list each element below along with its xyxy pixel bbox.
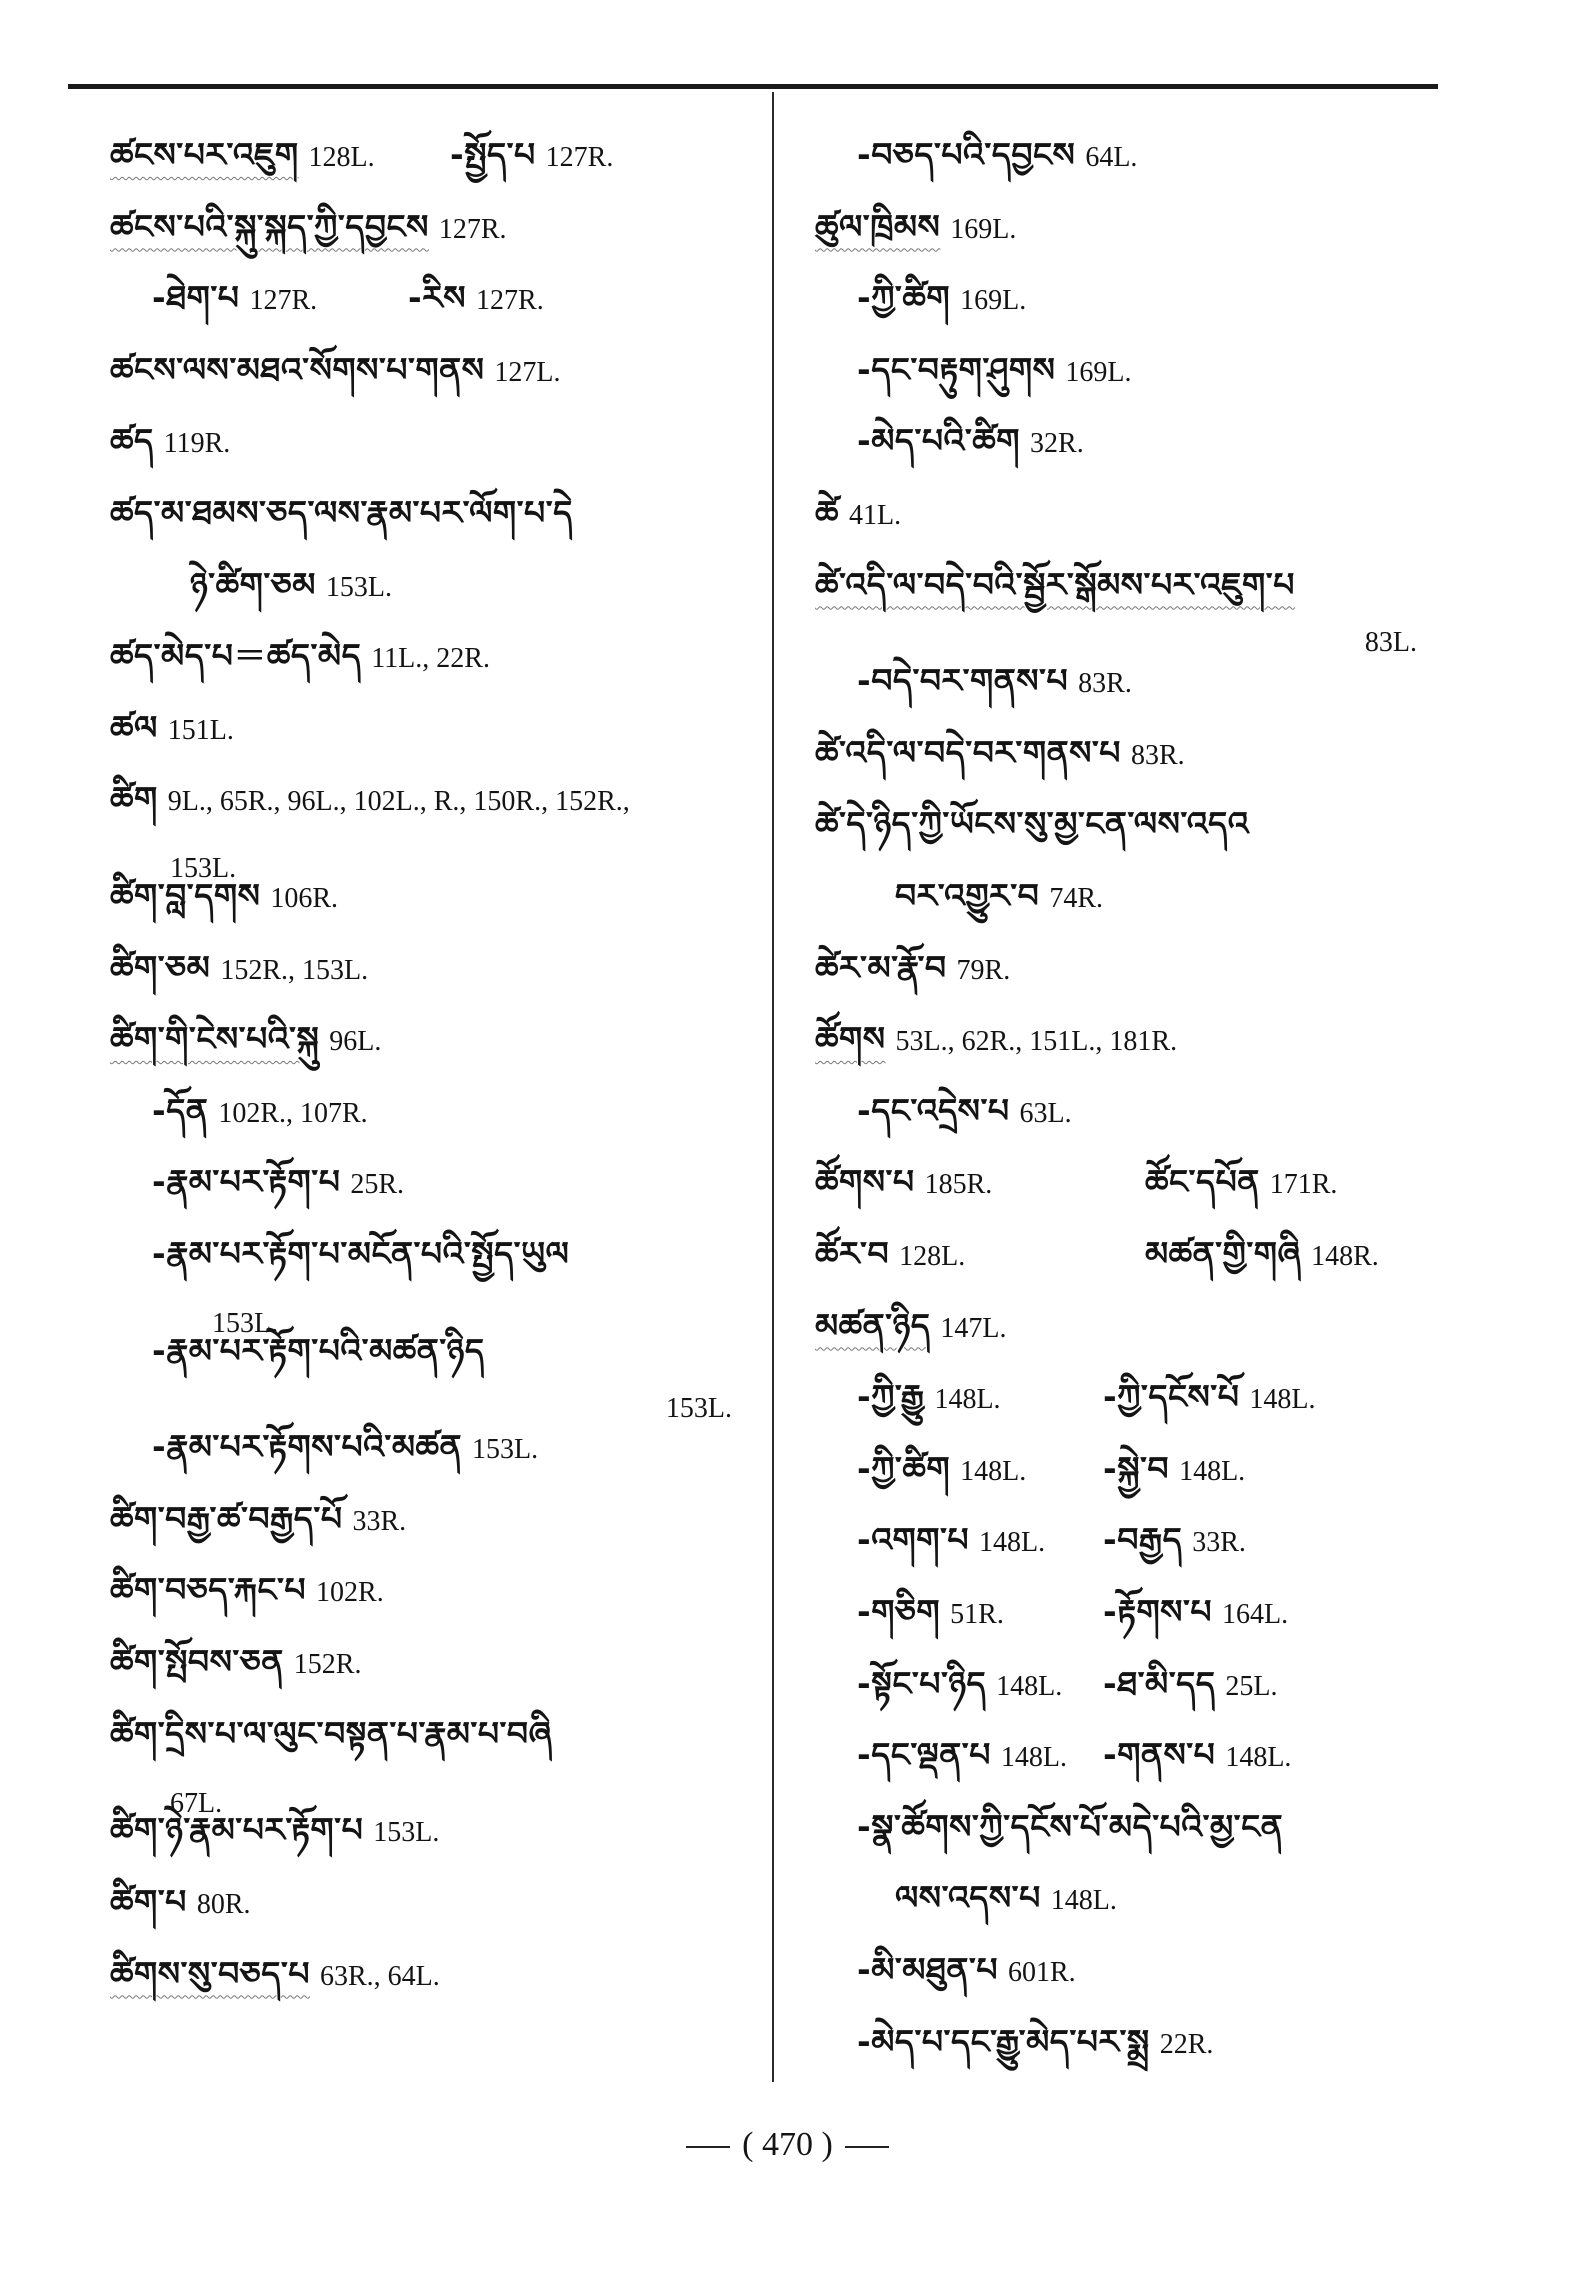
footer-open-paren: (: [742, 2126, 754, 2163]
entry-term: -ཀྱི་རྒྱུ: [857, 1377, 925, 1417]
page-reference: 601R.: [1007, 1956, 1076, 1988]
index-entry: [110, 190, 750, 262]
page-reference: 9L., 65R., 96L., 102L., R., 150R., 152R.,: [167, 786, 630, 818]
page-reference: 22R.: [1159, 2028, 1214, 2060]
index-entry: [815, 1289, 1435, 1361]
entry-term: ཚིག་བརྒྱ་ཚ་བརྒྱད་པོ: [110, 1498, 343, 1538]
index-entry: [110, 1553, 750, 1625]
page-reference: 127R.: [438, 213, 507, 245]
page-reference: 153L.: [472, 1434, 539, 1466]
page-reference: 148L.: [996, 1670, 1063, 1702]
page-reference: 51R.: [950, 1598, 1004, 1630]
entry-term: ལས་འདས་པ: [895, 1878, 1041, 1918]
left-column: [110, 118, 750, 2008]
page-number-footer: [0, 2126, 1575, 2164]
entry-term: ཚིག་གི་ངེས་པའི་སྐུ: [110, 1019, 320, 1059]
index-entry: [815, 787, 1435, 859]
page-reference-continued: 67L.: [170, 1787, 223, 1819]
index-entry: [815, 1933, 1435, 2005]
index-entry: [110, 548, 750, 620]
footer-dash-right: [845, 2146, 889, 2148]
page-reference: 106R.: [270, 883, 339, 914]
page-reference: 41L.: [849, 499, 902, 531]
entry-term: ཚིག་ཅམ: [110, 947, 211, 987]
index-entry: [110, 1793, 750, 1865]
index-entry: [110, 1074, 750, 1146]
entry-term: ཚད: [110, 421, 154, 461]
index-entry: [110, 1482, 750, 1554]
entry-term: ཚིག་བླ་དགས: [110, 876, 261, 915]
entry-term: ཚད་མེད་པ＝ཚད་མེད: [110, 636, 362, 676]
index-entry: [110, 1314, 750, 1424]
entry-term: ཚེ: [815, 492, 839, 532]
page-reference: 171R.: [1269, 1169, 1338, 1201]
page-reference: 148L.: [1050, 1885, 1117, 1917]
entry-term: -རྣམ་པར་རྟོག་པ་མངོན་པའི་སྤྱོད་ཡུལ: [152, 1233, 570, 1273]
page-reference: 32R.: [1030, 428, 1084, 460]
entry-term: ཚིག: [110, 779, 158, 819]
entry-term: -མེད་པ་དང་རྒྱུ་མེད་པར་སྨྲ: [857, 2021, 1150, 2061]
top-rule: [68, 84, 1438, 89]
entry-term: -རྣམ་པར་རྟོགས་པའི་མཚན: [152, 1427, 463, 1467]
page-reference-continued: 153L.: [212, 1307, 279, 1339]
page-reference: 169L.: [950, 213, 1017, 245]
entry-term: ཚིག་དྲིས་པ་ལ་ལུང་བསྟན་པ་རྣམ་པ་བཞི: [110, 1713, 553, 1753]
entry-term: ཚངས་པའི་སྐུ་སྐད་ཀྱི་དབྱངས: [110, 206, 429, 246]
index-entry: [110, 691, 750, 763]
entry-term: ཚོང་དཔོན: [1145, 1162, 1260, 1202]
page-reference: 148L.: [1179, 1455, 1246, 1487]
entry-term: -སྐྱེ་བ: [1103, 1448, 1170, 1488]
entry-term: ཚིག་བཅད་རྐང་པ: [110, 1570, 307, 1610]
page-reference: 128L.: [308, 142, 375, 173]
entry-term: -དང་འདྲེས་པ: [857, 1090, 1010, 1130]
entry-term: ཚིག་པ: [110, 1881, 187, 1921]
index-entry: [815, 1861, 1435, 1933]
entry-term: -རྣམ་པར་རྟོག་པ: [152, 1162, 341, 1202]
entry-term: ཚེར་མ་རྣོ་བ: [815, 947, 947, 987]
index-entry: [815, 1360, 1435, 1432]
page-reference: 25R.: [350, 1169, 405, 1201]
page-reference: 127L.: [494, 356, 561, 388]
index-entry: [110, 1002, 750, 1074]
entry-term: -བདེ་བར་གནས་པ: [857, 661, 1069, 701]
page-reference: 148L.: [960, 1455, 1027, 1487]
page-reference: 127R.: [545, 142, 614, 173]
index-entry: [110, 1625, 750, 1697]
index-entry: [815, 404, 1435, 476]
entry-term: -བཅད་པའི་དབྱངས: [857, 135, 1076, 174]
page-reference: 185R.: [924, 1169, 993, 1201]
entry-term: ཚུལ་ཁྲིམས: [815, 206, 941, 246]
index-entry: [110, 1410, 750, 1482]
entry-term: -སྣ་ཚོགས་ཀྱི་དངོས་པོ་མདེ་པའི་མྱ་ངན: [857, 1806, 1284, 1846]
entry-term: -སྤྱོད་པ: [450, 135, 536, 174]
page-reference: 25L.: [1225, 1670, 1278, 1702]
index-entry: [110, 476, 750, 548]
right-column: [815, 118, 1435, 2076]
entry-term: ཚེ་འདི་ལ་བདེ་བར་གནས་པ: [815, 732, 1121, 772]
entry-term: -རྟོགས་པ: [1103, 1591, 1213, 1631]
index-entry: [815, 190, 1435, 262]
index-entry: [110, 261, 750, 333]
index-entry: [815, 859, 1435, 931]
page-reference: 148L.: [979, 1527, 1046, 1559]
page-reference: 80R.: [196, 1888, 251, 1920]
page-reference: 83R.: [1078, 668, 1132, 700]
entry-term: -བརྒྱད: [1103, 1520, 1183, 1560]
page-reference: 64L.: [1085, 142, 1138, 173]
index-entry: [815, 548, 1435, 658]
index-entry: [815, 333, 1435, 405]
entry-term: ཉེ་ཚིག་ཅམ: [190, 564, 316, 604]
page-reference: 119R.: [163, 428, 231, 460]
index-entry: [815, 1503, 1435, 1575]
index-entry: [815, 1790, 1435, 1862]
entry-term: ཚིག་སྤོབས་ཅན: [110, 1642, 284, 1682]
page-reference: 11L., 22R.: [371, 643, 490, 675]
entry-term: -དོན: [152, 1090, 209, 1130]
footer-close-paren: ): [821, 2126, 833, 2163]
entry-term: ཚལ: [110, 707, 158, 747]
index-entry: [815, 1647, 1435, 1719]
index-entry: [110, 619, 750, 691]
page-reference: 63R., 64L.: [319, 1960, 440, 1992]
entry-term: ཚིགས་སུ་བཅད་པ: [110, 1953, 310, 1993]
page-number: 470: [762, 2126, 813, 2163]
page-reference: 102R.: [316, 1577, 384, 1609]
page-reference: 96L.: [329, 1026, 382, 1058]
entry-term: -ཀྱི་དངོས་པོ: [1103, 1377, 1240, 1417]
index-entry: [815, 476, 1435, 548]
page-reference: 53L., 62R., 151L., 181R.: [895, 1026, 1178, 1058]
page-reference: 74R.: [1049, 883, 1104, 914]
page-reference: 79R.: [956, 954, 1011, 986]
index-entry: [815, 261, 1435, 333]
index-entry: [110, 859, 750, 931]
index-entry: [815, 2005, 1435, 2077]
index-entry: [110, 404, 750, 476]
page-reference: 153L.: [325, 571, 393, 603]
index-entry: [815, 931, 1435, 1003]
entry-term: -ཀྱི་ཚིག: [857, 278, 951, 318]
page-reference: 63L.: [1019, 1097, 1072, 1129]
entry-term: -ཀྱི་ཚིག: [857, 1448, 951, 1488]
index-entry: [815, 716, 1435, 788]
index-entry: [815, 644, 1435, 716]
entry-term: -འགག་པ: [857, 1520, 970, 1560]
entry-term: -སྟོང་པ་ཉིད: [857, 1663, 987, 1703]
page-reference: 148R.: [1311, 1240, 1379, 1272]
page-reference: 152R., 153L.: [220, 954, 369, 986]
entry-term: མཚན་གྱི་གཞི: [1145, 1233, 1302, 1273]
entry-term: ཚོགས་པ: [815, 1162, 915, 1202]
entry-term: -དང་ལྡན་པ: [857, 1735, 991, 1775]
page-reference: 148L.: [1000, 1742, 1067, 1774]
entry-term: ཚངས་པར་འཇུག: [110, 135, 299, 174]
entry-term: ཚངས་ལས་མཐའ་སོགས་པ་གནས: [110, 349, 485, 389]
entry-term: ཚད་མ་ཐམས་ཅད་ལས་རྣམ་པར་ལོག་པ་དེ: [110, 492, 573, 532]
index-entry: [110, 333, 750, 405]
index-entry: [110, 1217, 750, 1339]
page-reference: 152R.: [293, 1649, 362, 1681]
entry-term: -རིས: [408, 278, 467, 318]
entry-term: -དང་བརྟུག་ཤུགས: [857, 349, 1056, 389]
page-reference-continued: 83L.: [1364, 626, 1417, 658]
index-entry: [815, 1575, 1435, 1647]
page-reference: 33R.: [352, 1505, 407, 1537]
entry-term: -མེད་པའི་ཚིག: [857, 421, 1021, 461]
index-entry: [110, 931, 750, 1003]
page-reference: 148L.: [934, 1384, 1001, 1416]
index-entry: [110, 1145, 750, 1217]
index-entry: [110, 118, 750, 190]
index-entry: [110, 1865, 750, 1937]
index-entry: [110, 762, 750, 885]
entry-term: མཚན་ཉིད: [815, 1305, 931, 1345]
index-entry: [110, 1937, 750, 2009]
entry-term: ཚེ་དེ་ཉིད་ཀྱི་ཡོངས་སུ་མྱ་ངན་ལས་འདའ: [815, 804, 1249, 844]
index-entry: [815, 118, 1435, 190]
page-reference: 127R.: [249, 285, 318, 317]
entry-term: ཚིག་ཉེ་རྣམ་པར་རྟོག་པ: [110, 1810, 364, 1850]
index-entry: [815, 1145, 1435, 1217]
entry-term: ཚེ་འདི་ལ་བདེ་བའི་སྦྱོར་སྒོམས་པར་འཇུག་པ: [815, 564, 1295, 604]
entry-term: -མི་མཐུན་པ: [857, 1949, 998, 1989]
page-reference: 83R.: [1130, 739, 1185, 771]
page-reference: 153L.: [373, 1817, 440, 1849]
page-reference: 148L.: [1249, 1384, 1316, 1416]
page-reference: 164L.: [1222, 1598, 1289, 1630]
page-reference: 102R., 107R.: [218, 1097, 368, 1129]
page-reference: 128L.: [899, 1240, 966, 1272]
column-divider: [772, 92, 774, 2082]
page-reference: 127R.: [476, 285, 544, 317]
entry-term: -གནས་པ: [1103, 1735, 1216, 1775]
entry-term: བར་འགྱུར་བ: [895, 876, 1040, 915]
page-reference-continued: 153L.: [665, 1392, 732, 1424]
index-entry: [815, 1217, 1435, 1289]
page-reference: 169L.: [960, 285, 1027, 317]
footer-dash-left: [686, 2146, 730, 2148]
page-reference: 169L.: [1065, 356, 1132, 388]
page-reference: 147L.: [940, 1312, 1007, 1344]
index-entry: [815, 1002, 1435, 1074]
page-reference: 33R.: [1192, 1527, 1246, 1559]
entry-term: ཚོགས: [815, 1019, 886, 1059]
entry-term: ཚོར་བ: [815, 1233, 890, 1273]
entry-term: -གཅིག: [857, 1591, 941, 1631]
entry-term: -ཐེག་པ: [152, 278, 240, 318]
index-entry: [815, 1074, 1435, 1146]
page-reference: 151L.: [167, 714, 234, 746]
page-reference-continued: 153L.: [170, 853, 237, 885]
index-entry: [815, 1718, 1435, 1790]
entry-term: -རྣམ་པར་རྟོག་པའི་མཚན་ཉིད: [152, 1330, 485, 1370]
index-entry: [110, 1697, 750, 1819]
page-reference: 148L.: [1225, 1742, 1292, 1774]
entry-term: -ཐ་མི་དད: [1103, 1663, 1216, 1703]
index-entry: [815, 1432, 1435, 1504]
